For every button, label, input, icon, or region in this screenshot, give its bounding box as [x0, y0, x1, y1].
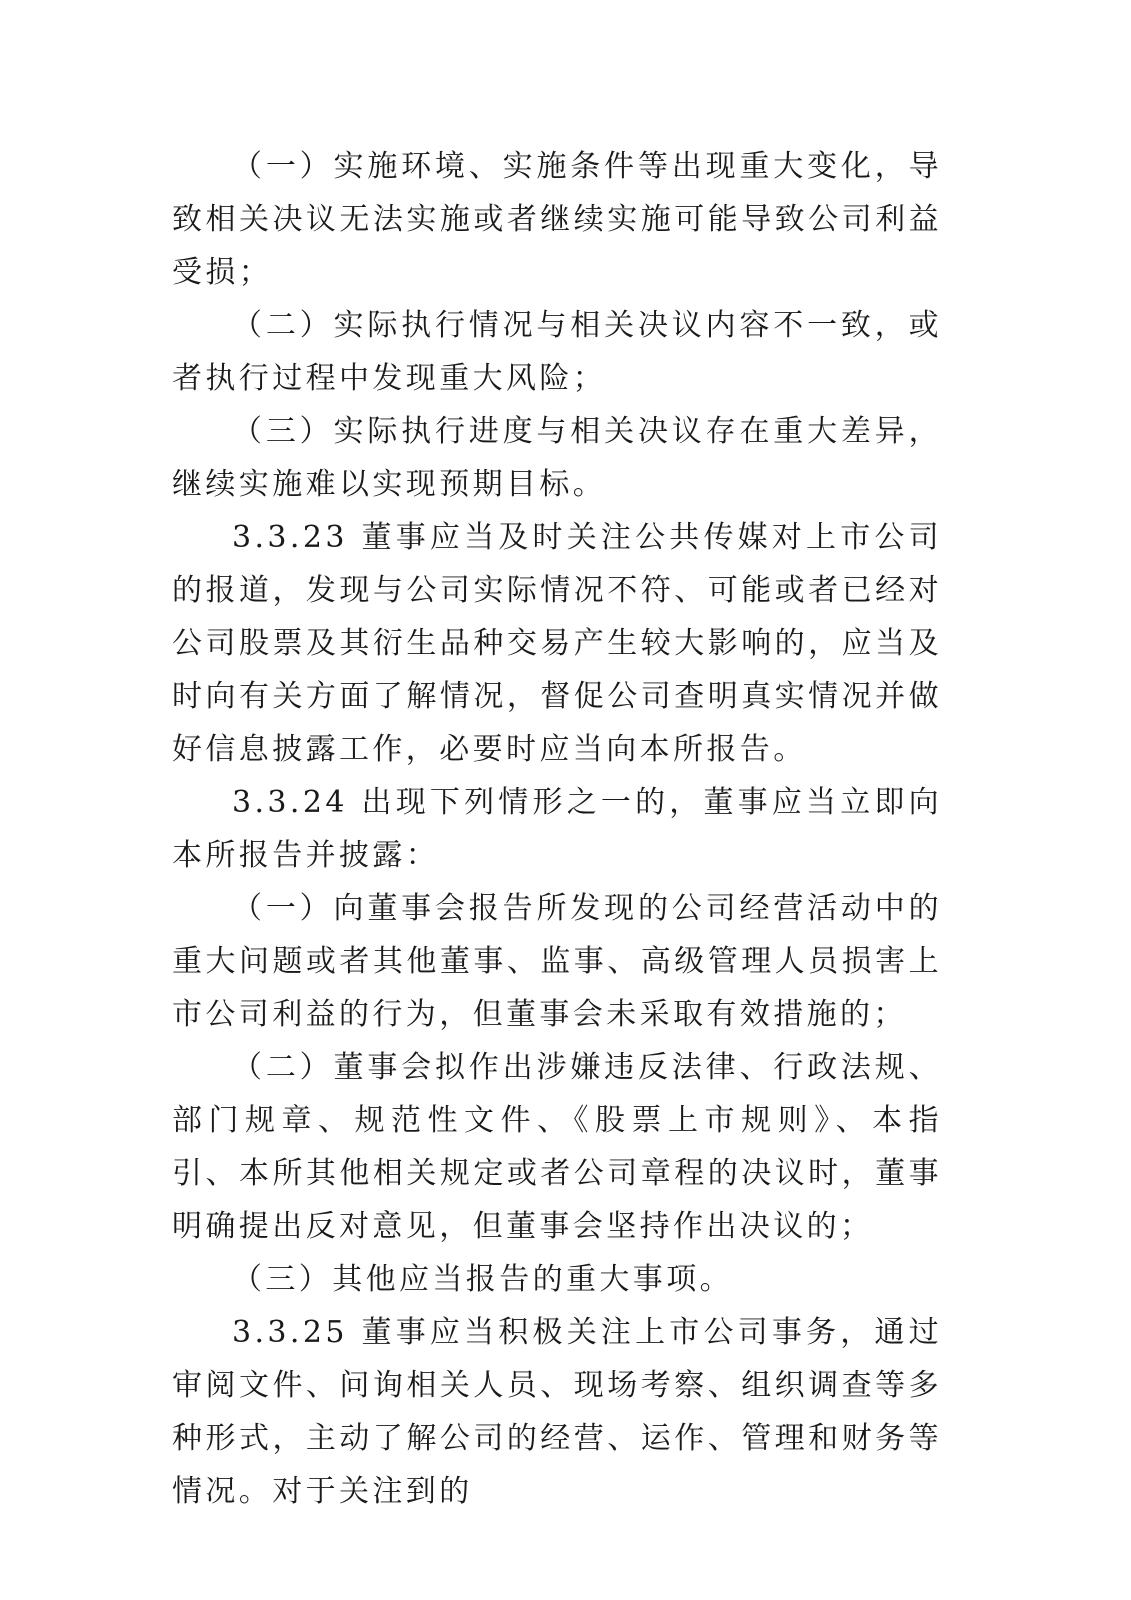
- paragraph-clause-3-3-24: 3.3.24 出现下列情形之一的，董事应当立即向本所报告并披露：: [172, 785, 942, 873]
- paragraph-item-2-3: （三）其他应当报告的重大事项。: [232, 1262, 733, 1297]
- paragraph-item-1-2: （二）实际执行情况与相关决议内容不一致，或者执行过程中发现重大风险；: [172, 308, 942, 396]
- paragraph-clause-3-3-23: 3.3.23 董事应当及时关注公共传媒对上市公司的报道，发现与公司实际情况不符、可能或者已经对公司股票及其衍生品种交易产生较大影响的，应当及时向有关方面了解情况，督促公司查明真实情况并做好信息披露工作，必要时应当向本所报告。: [172, 520, 942, 767]
- paragraph-item-1-3: （三）实际执行进度与相关决议存在重大差异，继续实施难以实现预期目标。: [172, 414, 942, 502]
- document-body: [172, 140, 942, 1518]
- paragraph-item-2-2: （二）董事会拟作出涉嫌违反法律、行政法规、部门规章、规范性文件、《股票上市规则》、本指引、本所其他相关规定或者公司章程的决议时，董事明确提出反对意见，但董事会坚持作出决议的；: [172, 1050, 942, 1244]
- paragraph-item-2-1: （一）向董事会报告所发现的公司经营活动中的重大问题或者其他董事、监事、高级管理人员损害上市公司利益的行为，但董事会未采取有效措施的；: [172, 891, 942, 1032]
- paragraph-clause-3-3-25: 3.3.25 董事应当积极关注上市公司事务，通过审阅文件、问询相关人员、现场考察、组织调查等多种形式，主动了解公司的经营、运作、管理和财务等情况。对于关注到的: [172, 1315, 942, 1509]
- paragraph-item-1-1: （一）实施环境、实施条件等出现重大变化，导致相关决议无法实施或者继续实施可能导致公司利益受损；: [172, 149, 942, 290]
